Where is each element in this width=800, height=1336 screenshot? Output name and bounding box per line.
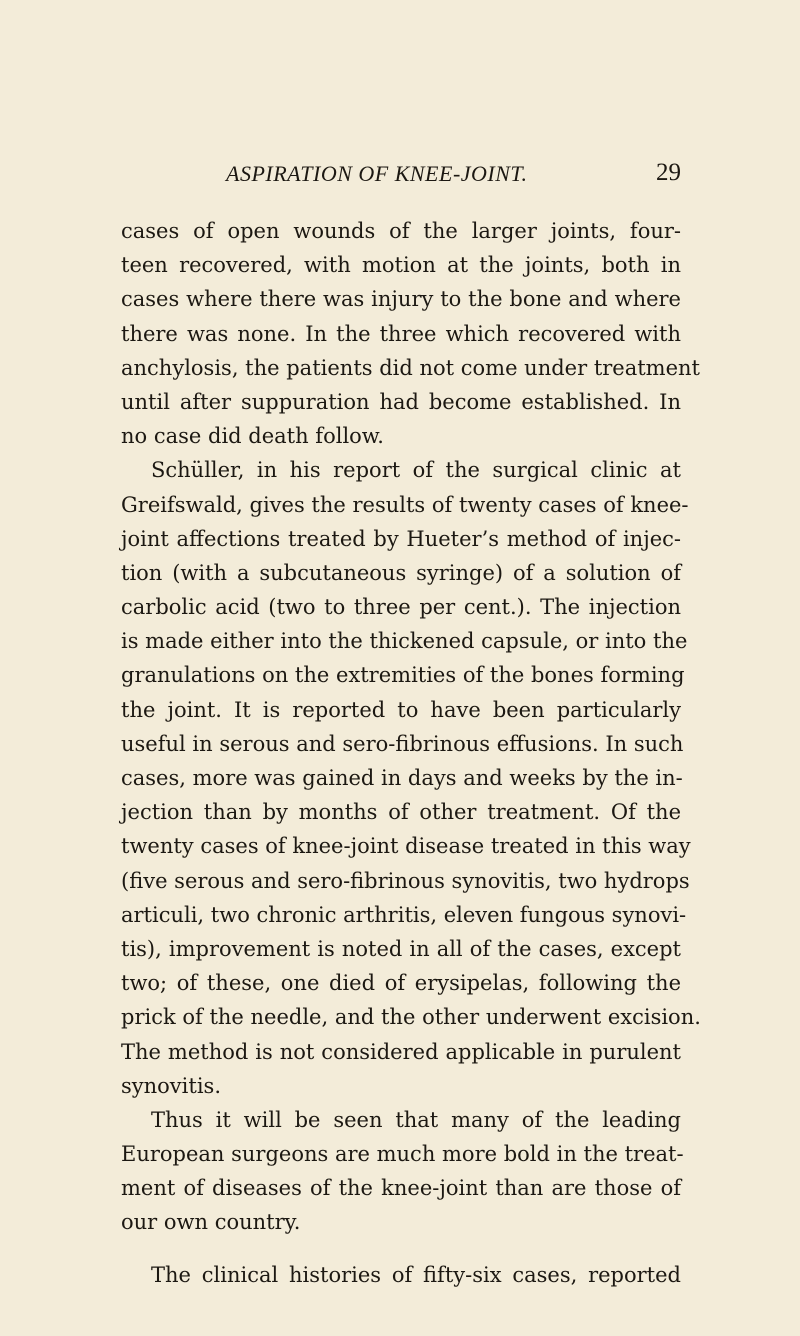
text-line: useful in serous and sero-fibrinous effusions. In such — [121, 731, 684, 756]
text-line: joint affections treated by Hueter’s method of injec- — [121, 526, 681, 551]
paragraph-start-line: Thus it will be seen that many of the leading — [151, 1107, 681, 1132]
text-line: teen recovered, with motion at the joints, both in — [121, 253, 681, 278]
text-line: twenty cases of knee-joint disease treated in this way — [121, 834, 691, 859]
text-line: our own country. — [121, 1210, 301, 1235]
text-line: cases where there was injury to the bone and where — [121, 287, 681, 312]
text-line: cases, more was gained in days and weeks by the in- — [121, 766, 683, 790]
text-line: cases of open wounds of the larger joints, four- — [121, 219, 681, 243]
text-line: European surgeons are much more bold in the treat- — [121, 1142, 684, 1167]
text-line: synovitis. — [121, 1073, 221, 1098]
text-line: no case did death follow. — [121, 424, 384, 449]
text-line: carbolic acid (two to three per cent.). The injection — [121, 595, 681, 620]
text-line: until after suppuration had become established. In — [121, 389, 681, 414]
paragraph-start-line: Schüller, in his report of the surgical clinic at — [151, 458, 681, 483]
text-line: (five serous and sero-fibrinous synovitis, two hydrops — [121, 868, 690, 893]
text-line: jection than by months of other treatment. Of the — [121, 800, 681, 825]
text-line: articuli, two chronic arthritis, eleven fungous synovi- — [121, 902, 687, 927]
running-title: ASPIRATION OF KNEE-JOINT. — [226, 161, 528, 186]
text-line: The method is not considered applicable in purulent — [121, 1039, 681, 1064]
text-line: two; of these, one died of erysipelas, following the — [121, 971, 681, 996]
text-line: granulations on the extremities of the bones forming — [121, 663, 685, 688]
paragraph-start-line: The clinical histories of fifty-six cases, reported — [151, 1262, 681, 1287]
text-line: tis), improvement is noted in all of the cases, except — [121, 936, 681, 961]
text-line: prick of the needle, and the other underwent excision. — [121, 1005, 701, 1030]
text-line: is made either into the thickened capsule, or into the — [121, 629, 688, 654]
running-head — [226, 161, 681, 191]
text-line: there was none. In the three which recovered with — [121, 321, 681, 346]
text-line: the joint. It is reported to have been particularly — [121, 697, 681, 722]
text-line: tion (with a subcutaneous syringe) of a solution of — [121, 560, 681, 585]
text-line: ment of diseases of the knee-joint than are those of — [121, 1176, 681, 1201]
text-line: Greifswald, gives the results of twenty cases of knee- — [121, 492, 689, 517]
page-number: 29 — [656, 159, 681, 186]
body-text — [121, 214, 701, 1292]
text-line: anchylosis, the patients did not come under treatment — [121, 355, 700, 380]
